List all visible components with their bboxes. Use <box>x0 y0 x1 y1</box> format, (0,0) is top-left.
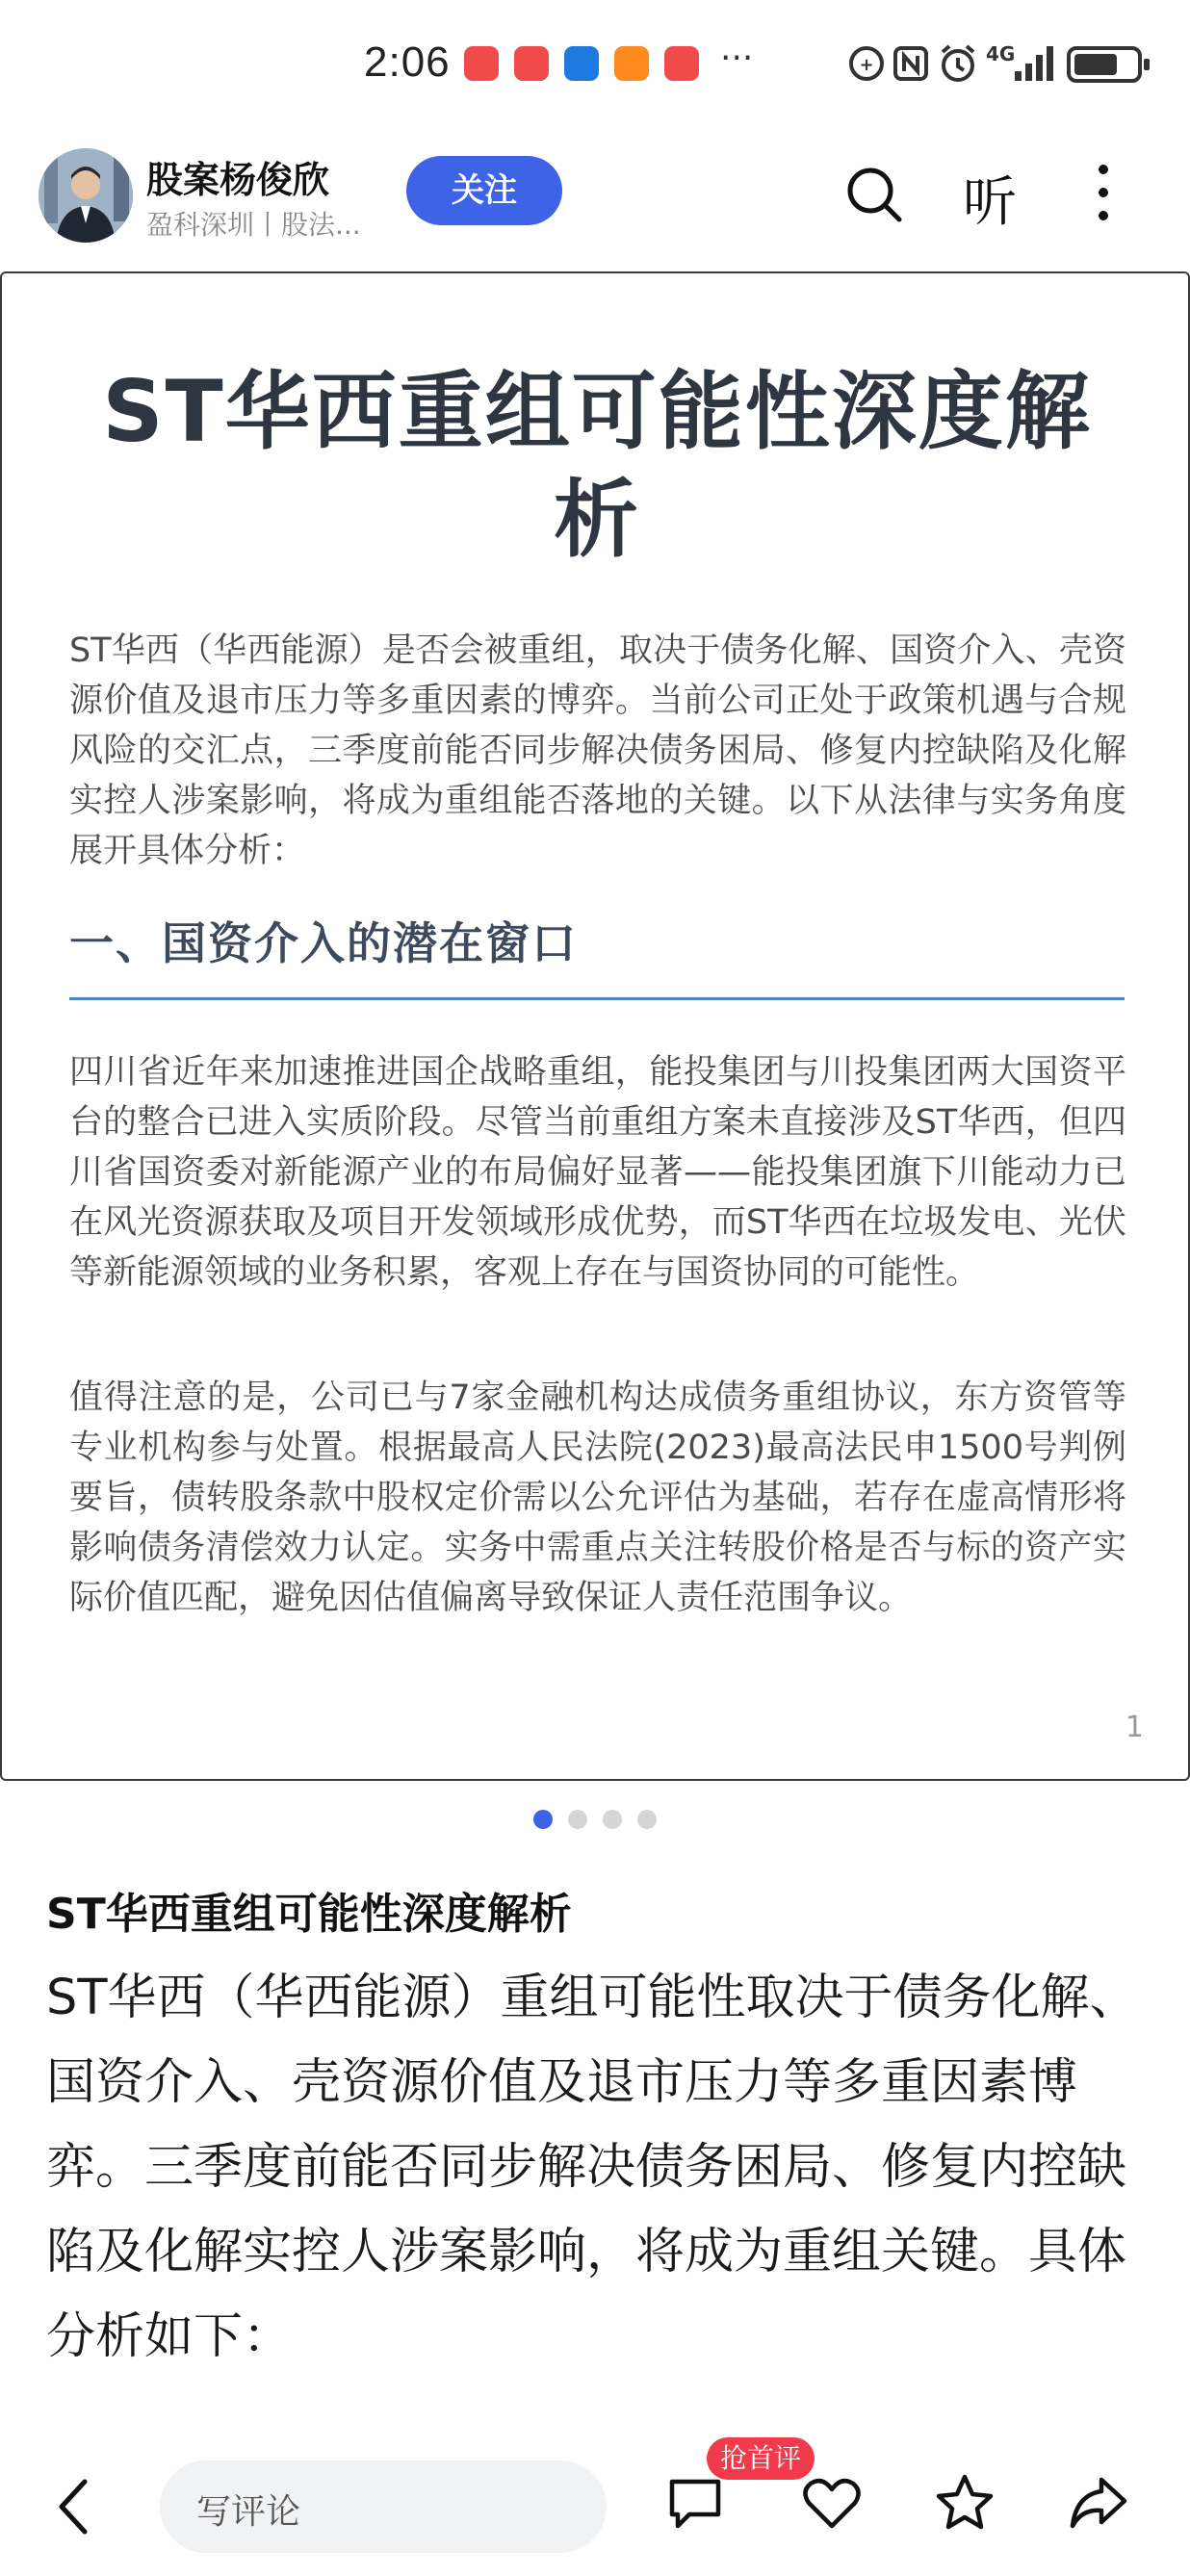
notification-app-icon <box>564 46 599 81</box>
article-image-card[interactable] <box>0 271 1190 1781</box>
comment-placeholder: 写评论 <box>196 2492 301 2532</box>
pager-dot[interactable] <box>533 1810 553 1829</box>
nfc-icon <box>892 42 930 85</box>
comment-badge: 抢首评 <box>707 2437 815 2480</box>
like-icon[interactable] <box>801 2472 863 2534</box>
card-section-heading: 一、国资介入的潜在窗口 <box>69 917 578 969</box>
share-icon[interactable] <box>1067 2472 1128 2534</box>
card-paragraph-2: 值得注意的是，公司已与7家金融机构达成债务重组协议，东方资管等专业机构参与处置。根据最高人民法院(2023)最高法民申1500号判例要旨，债转股条款中股权定价需以公允评估为基础，若存在虚高情形将影响债务清偿效力认定。实务中需重点关注转股价格是否与标的资产实际价值匹配，避免因估值偏离导致保证人责任范围争议。 <box>69 1378 1126 1617</box>
card-page-number: 1 <box>1125 1711 1144 1744</box>
bottom-action-bar <box>0 2437 1190 2576</box>
signal-icon <box>1013 42 1057 85</box>
follow-button[interactable]: 关注 <box>406 156 562 225</box>
more-notifications-icon: ··· <box>720 39 754 78</box>
article-title: ST华西重组可能性深度解析 <box>46 1890 572 1939</box>
alarm-icon <box>938 42 978 85</box>
card-paragraph-1: 四川省近年来加速推进国企战略重组，能投集团与川投集团两大国资平台的整合已进入实质阶段。尽管当前重组方案未直接涉及ST华西，但四川省国资委对新能源产业的布局偏好显著——能投集团旗下川能动力已在风光资源获取及项目开发领域形成优势，而ST华西在垃圾发电、光伏等新能源领域的业务积累，客观上存在与国资协同的可能性。 <box>69 1053 1126 1292</box>
listen-button[interactable]: 听 <box>963 171 1017 234</box>
pager-dot[interactable] <box>603 1810 622 1829</box>
more-options-icon[interactable] <box>1092 162 1115 223</box>
pager-dot[interactable] <box>637 1810 657 1829</box>
search-icon[interactable] <box>843 164 905 225</box>
card-intro-paragraph: ST华西（华西能源）是否会被重组，取决于债务化解、国资介入、壳资源价值及退市压力等多重因素的博弈。当前公司正处于政策机遇与合规风险的交汇点，三季度前能否同步解决债务困局、修复内控缺陷及化解实控人涉案影响，将成为重组能否落地的关键。以下从法律与实务角度展开具体分析： <box>69 631 1126 870</box>
notification-app-icon <box>664 46 699 81</box>
section-divider <box>69 997 1125 1000</box>
battery-icon <box>1067 46 1142 83</box>
status-bar <box>0 0 1190 131</box>
article-body: ST华西（华西能源）重组可能性取决于债务化解、国资介入、壳资源价值及退市压力等多重因素博弈。三季度前能否同步解决债务困局、修复内控缺陷及化解实控人涉案影响，将成为重组关键。具体分析如下： <box>46 1970 1139 2365</box>
card-title: ST华西重组可能性深度解析 <box>102 362 1092 569</box>
data-saver-icon <box>847 42 886 85</box>
notification-app-icon <box>464 46 499 81</box>
comment-icon[interactable] <box>664 2472 726 2534</box>
comment-input[interactable] <box>160 2460 607 2553</box>
author-avatar[interactable] <box>39 148 133 243</box>
back-arrow-icon[interactable] <box>54 2476 92 2537</box>
pager-dot[interactable] <box>568 1810 587 1829</box>
author-name[interactable]: 股案杨俊欣 <box>146 159 330 201</box>
carousel-pager[interactable] <box>533 1810 657 1829</box>
notification-app-icon <box>514 46 549 81</box>
svg-text:+: + <box>859 55 874 75</box>
notification-app-icon <box>614 46 649 81</box>
status-time: 2:06 <box>364 39 451 86</box>
network-type-label: 4G <box>986 42 1016 65</box>
favorite-star-icon[interactable] <box>934 2472 996 2534</box>
author-subtitle: 盈科深圳丨股法... <box>146 209 361 241</box>
article-header <box>0 135 1190 260</box>
